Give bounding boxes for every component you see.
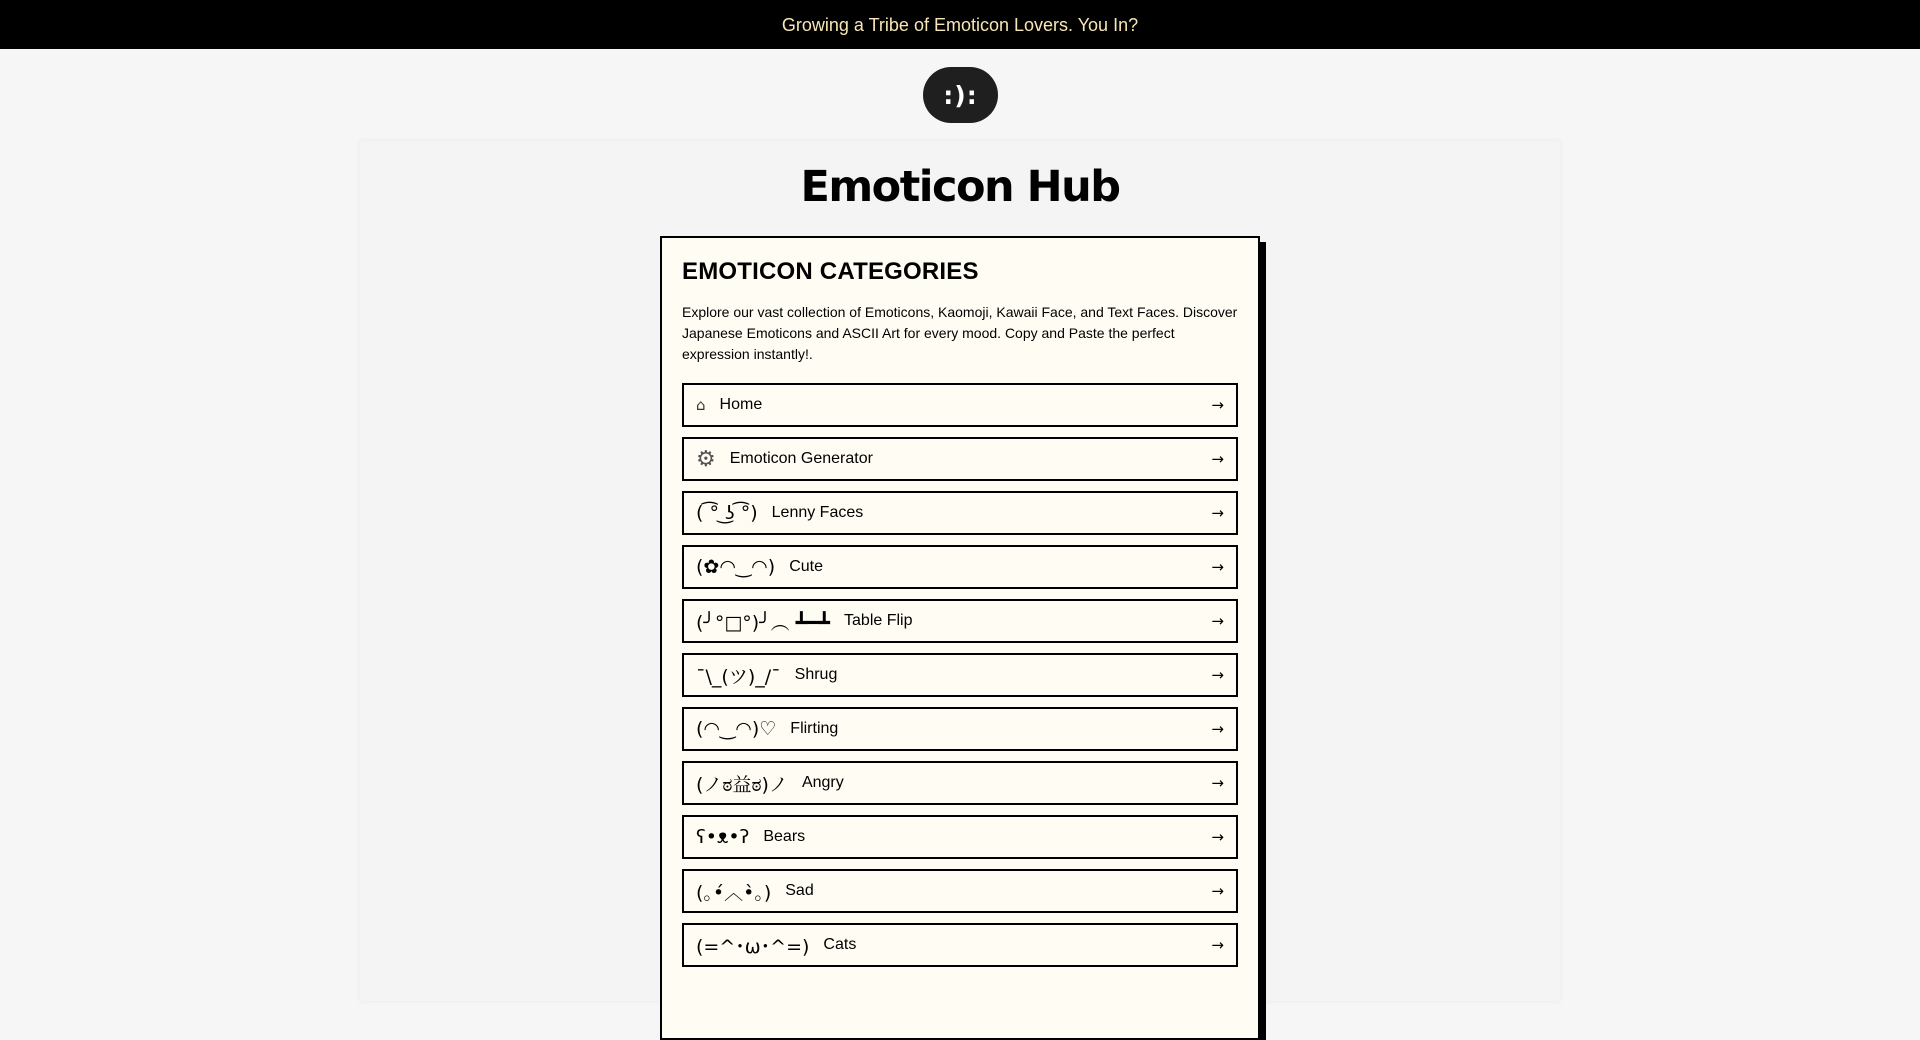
categories-panel	[660, 236, 1260, 1040]
arrow-right-icon: →	[1211, 720, 1224, 738]
home-icon: ⌂	[696, 396, 706, 414]
arrow-right-icon: →	[1211, 612, 1224, 630]
top-banner	[0, 0, 1920, 49]
categories-description: Explore our vast collection of Emoticons, Kaomoji, Kawaii Face, and Text Faces. Discover Japanese Emoticons and ASCII Art for every mood. Copy and Paste the perfect expression instantly!.	[682, 304, 1238, 362]
category-label: Cute	[789, 558, 823, 575]
category-label: Table Flip	[844, 612, 913, 629]
category-emoticon: (｡•́︿•̀｡)	[696, 881, 772, 904]
category-emoticon: ( ͡° ͜ʖ ͡°)	[696, 502, 758, 524]
category-emoticon: ʕ•ᴥ•ʔ	[696, 825, 750, 848]
category-label: Sad	[785, 882, 814, 899]
category-emoticon: ¯\_(ツ)_/¯	[696, 665, 781, 688]
category-label: Emoticon Generator	[729, 450, 873, 467]
category-item-home[interactable]	[682, 383, 1238, 427]
arrow-right-icon: →	[1211, 558, 1224, 576]
category-item-bears[interactable]	[682, 815, 1238, 859]
category-emoticon: (=^･ω･^=)	[696, 935, 810, 958]
arrow-right-icon: →	[1211, 936, 1224, 954]
category-label: Home	[719, 396, 763, 413]
arrow-right-icon: →	[1211, 666, 1224, 684]
category-label: Cats	[823, 936, 857, 953]
category-item-lenny-faces[interactable]	[682, 491, 1238, 535]
category-emoticon: (◠‿◠)♡	[696, 718, 777, 740]
category-emoticon: (✿◠‿◠)	[696, 556, 776, 578]
category-item-flirting[interactable]	[682, 707, 1238, 751]
arrow-right-icon: →	[1211, 504, 1224, 522]
arrow-right-icon: →	[1211, 396, 1224, 414]
arrow-right-icon: →	[1211, 450, 1224, 468]
site-logo[interactable]: :):	[923, 67, 998, 123]
page-title: Emoticon Hub	[800, 162, 1120, 212]
category-item-shrug[interactable]	[682, 653, 1238, 697]
category-item-sad[interactable]	[682, 869, 1238, 913]
categories-heading: EMOTICON CATEGORIES	[682, 258, 979, 285]
category-label: Angry	[801, 774, 844, 791]
category-emoticon: (ノಠ益ಠ)ノ	[696, 773, 788, 796]
category-label: Bears	[763, 828, 806, 845]
arrow-right-icon: →	[1211, 774, 1224, 792]
arrow-right-icon: →	[1211, 882, 1224, 900]
gear-icon: ⚙	[696, 446, 716, 472]
banner-text: Growing a Tribe of Emoticon Lovers. You In?	[781, 14, 1139, 35]
category-label: Lenny Faces	[771, 504, 864, 521]
category-label: Shrug	[794, 666, 838, 683]
category-item-cute[interactable]	[682, 545, 1238, 589]
category-item-cats[interactable]	[682, 923, 1238, 967]
category-item-table-flip[interactable]	[682, 599, 1238, 643]
arrow-right-icon: →	[1211, 828, 1224, 846]
category-item-emoticon-generator[interactable]	[682, 437, 1238, 481]
category-label: Flirting	[790, 720, 839, 737]
category-list	[682, 383, 1238, 977]
category-emoticon: (╯°□°)╯︵ ┻━┻	[696, 611, 831, 634]
category-item-angry[interactable]	[682, 761, 1238, 805]
